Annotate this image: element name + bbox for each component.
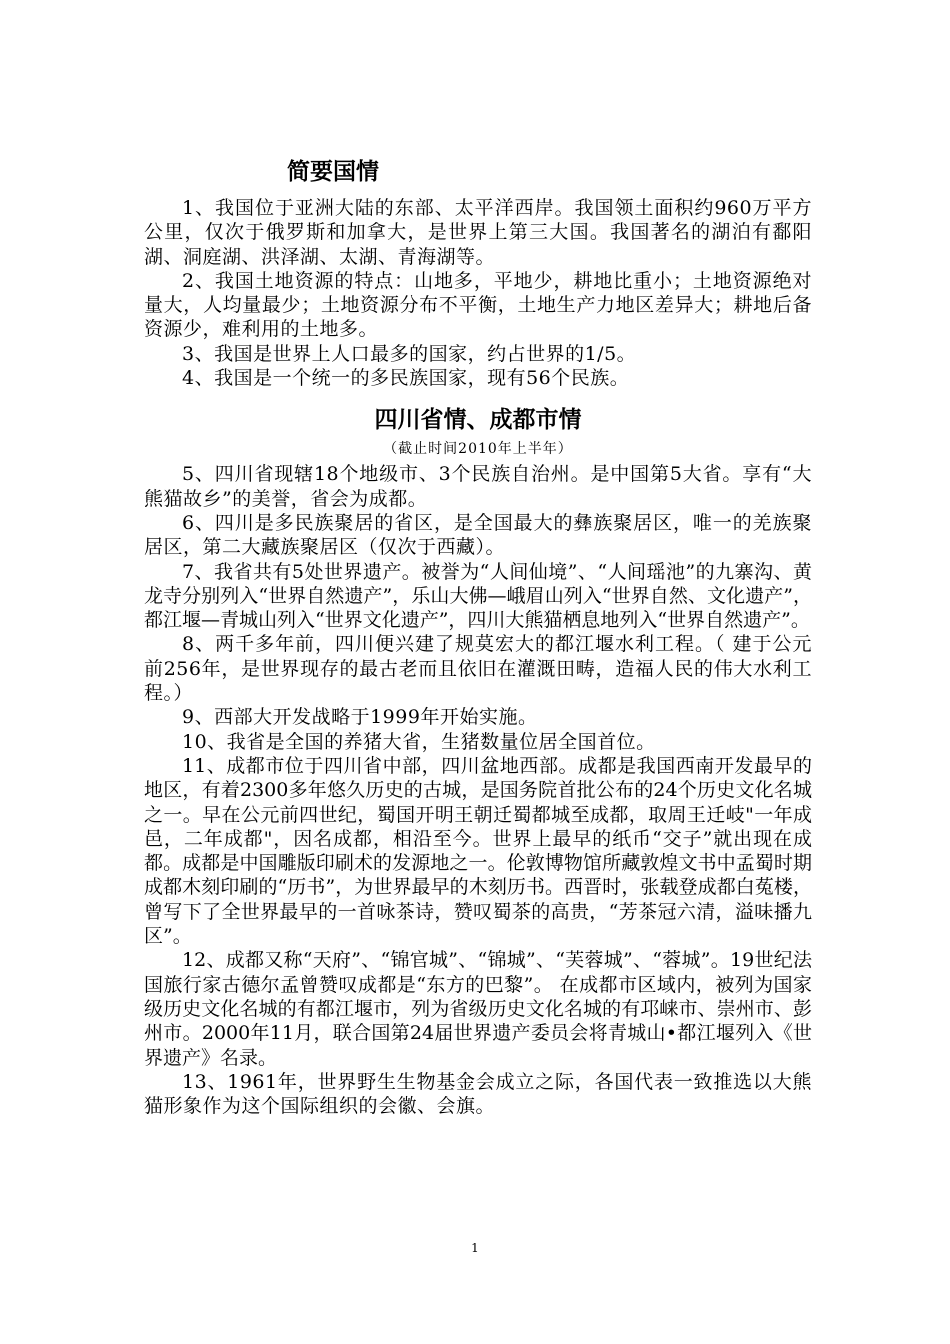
- paragraph-13: 13、1961年，世界野生生物基金会成立之际，各国代表一致推选以大熊猫形象作为这个国际组织的会徽、会旗。: [144, 1070, 812, 1118]
- paragraph-8: 8、两千多年前，四川便兴建了规莫宏大的都江堰水利工程。（ 建于公元前256年，是世界现存的最古老而且依旧在灌溉田畴，造福人民的伟大水利工程。）: [144, 633, 812, 705]
- section-title-sichuan-chengdu: 四川省情、成都市情: [374, 407, 582, 434]
- document-body: [144, 156, 812, 1118]
- paragraph-7: 7、我省共有5处世界遗产。被誉为“人间仙境”、“人间瑶池”的九寨沟、黄龙寺分别列入“世界自然遗产”，乐山大佛—峨眉山列入“世界自然、文化遗产”，都江堰—青城山列入“世界文化遗产”，四川大熊猫栖息地列入“世界自然遗产”。: [144, 560, 812, 632]
- paragraph-1: 1、我国位于亚洲大陆的东部、太平洋西岸。我国领土面积约960万平方公里，仅次于俄罗斯和加拿大，是世界上第三大国。我国著名的湖泊有鄱阳湖、洞庭湖、洪泽湖、太湖、青海湖等。: [144, 197, 812, 268]
- paragraph-10: 10、我省是全国的养猪大省，生猪数量位居全国首位。: [182, 730, 656, 753]
- paragraph-2: 2、我国土地资源的特点：山地多，平地少，耕地比重小；土地资源绝对量大，人均量最少；土地资源分布不平衡，土地生产力地区差异大；耕地后备资源少，难利用的土地多。: [144, 269, 812, 341]
- paragraph-3: 3、我国是世界上人口最多的国家，约占世界的1/5。: [182, 342, 637, 365]
- page-number: 1: [471, 1241, 479, 1255]
- paragraph-6: 6、四川是多民族聚居的省区，是全国最大的彝族聚居区，唯一的羌族聚居区，第二大藏族聚居区（仅次于西藏）。: [144, 511, 812, 559]
- paragraph-4: 4、我国是一个统一的多民族国家，现有56个民族。: [182, 367, 630, 390]
- paragraph-9: 9、西部大开发战略于1999年开始实施。: [182, 706, 538, 729]
- cutoff-date-note: （截止时间2010年上半年）: [383, 441, 573, 458]
- paragraph-12: 12、成都又称“天府”、“锦官城”、“锦城”、“芙蓉城”、“蓉城”。19世纪法国旅行家古德尔孟曾赞叹成都是“东方的巴黎”。 在成都市区域内，被列为国家级历史文化名城的有都江堰市，列为省级历史文化名城的有邛崃市、崇州市、彭州市。2000年11月，联合国第24届世界遗产委员会将青城山•都江堰列入《世界遗产》名录。: [144, 949, 812, 1069]
- section-title-brief-national-situation: 简要国情: [287, 159, 379, 185]
- paragraph-11: 11、成都市位于四川省中部，四川盆地西部。成都是我国西南开发最早的地区，有着2300多年悠久历史的古城，是国务院首批公布的24个历史文化名城之一。早在公元前四世纪，蜀国开明王朝迁蜀都城至成都，取周王迁岐"一年成邑，二年成都"，因名成都，相沿至今。世界上最早的纸币“交子”就出现在成都。成都是中国雕版印刷术的发源地之一。伦敦博物馆所藏敦煌文书中孟蜀时期成都木刻印刷的“历书”，为世界最早的木刻历书。西晋时，张载登成都白菟楼，曾写下了全世界最早的一首咏茶诗，赞叹蜀茶的高贵，“芳茶冠六清，溢味播九区”。: [144, 754, 812, 948]
- paragraph-5: 5、四川省现辖18个地级市、3个民族自治州。是中国第5大省。享有“大熊猫故乡”的美誉，省会为成都。: [144, 463, 812, 510]
